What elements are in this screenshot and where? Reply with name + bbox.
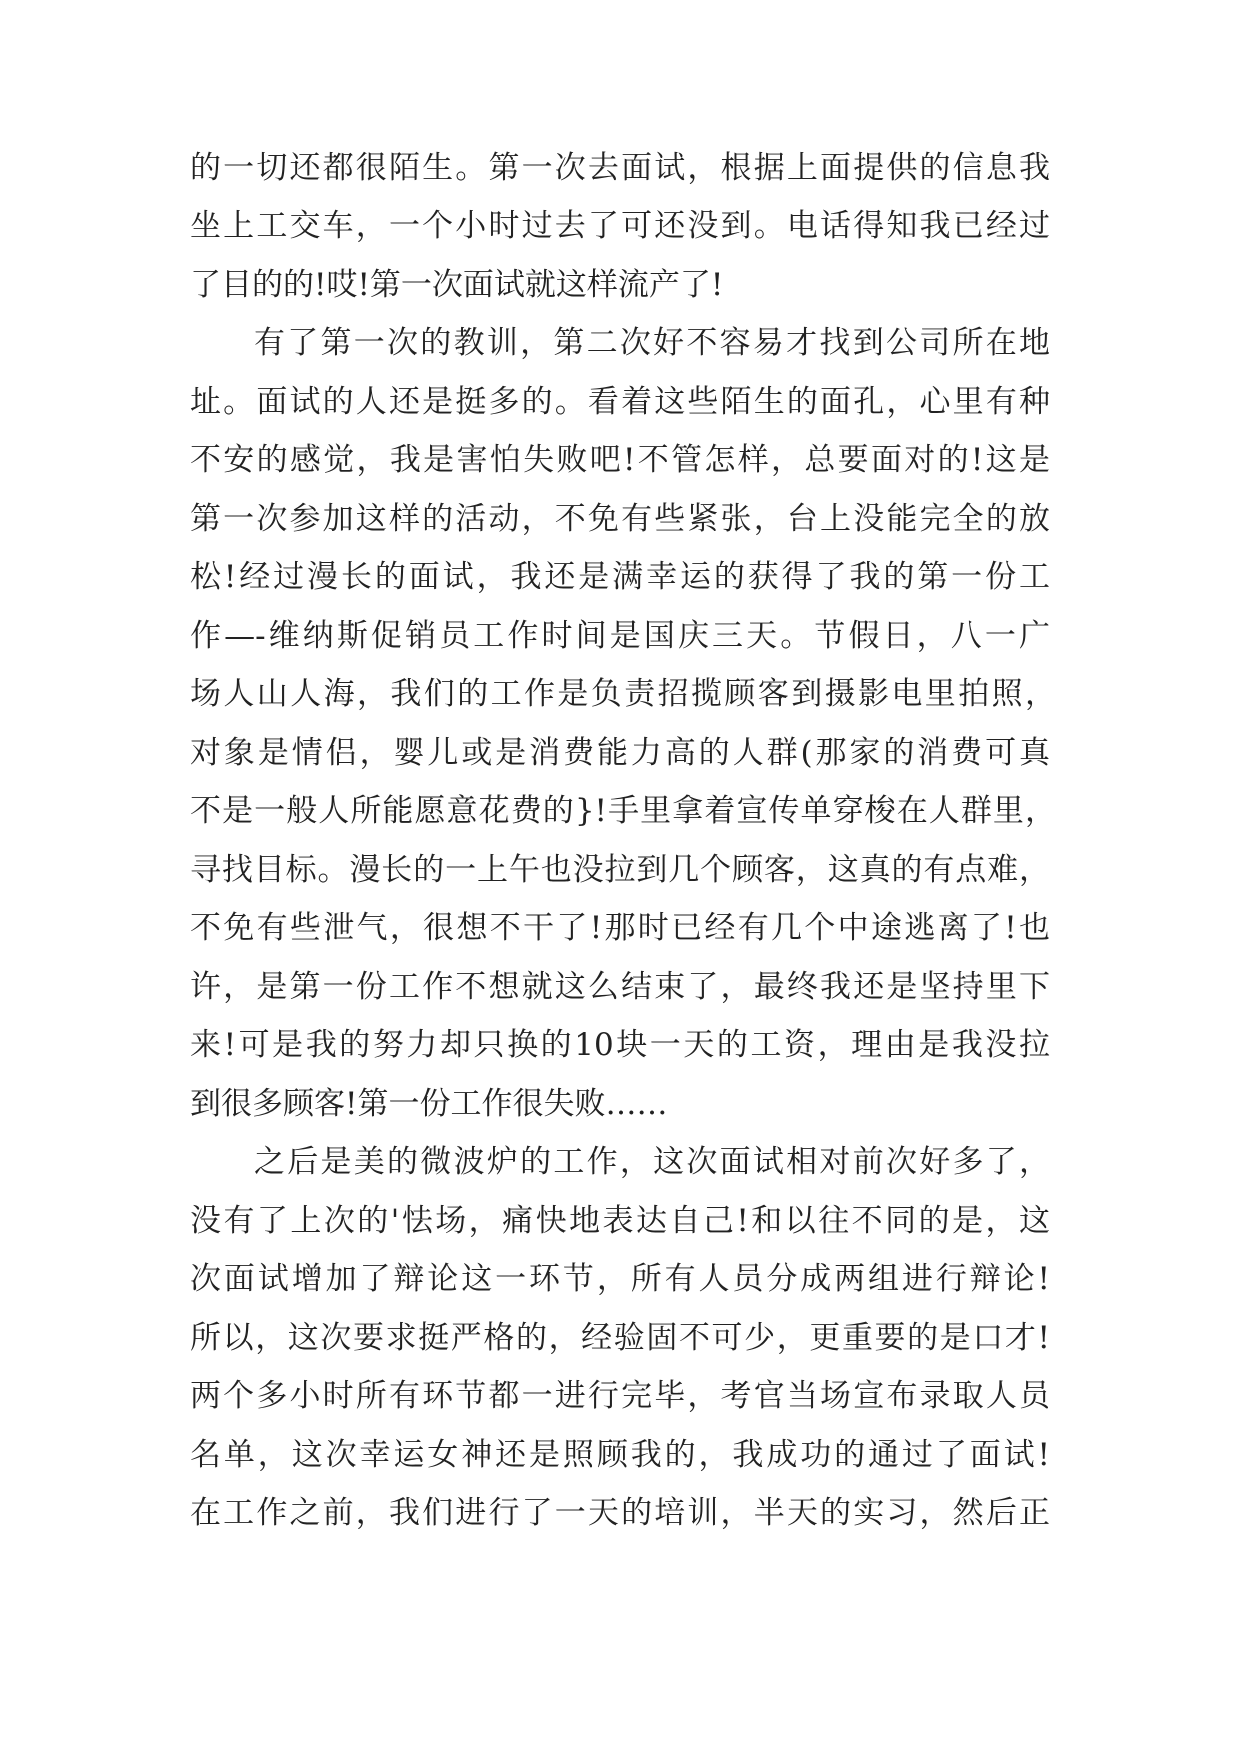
text-line: 所以，这次要求挺严格的，经验固不可少，更重要的是口才! [190,1320,1050,1356]
text-line: 松!经过漫长的面试，我还是满幸运的获得了我的第一份工 [190,559,1050,595]
text-line: 对象是情侣，婴儿或是消费能力高的人群(那家的消费可真 [190,735,1050,771]
text-line: 址。面试的人还是挺多的。看着这些陌生的面孔，心里有种 [190,384,1050,420]
text-line: 在工作之前，我们进行了一天的培训，半天的实习，然后正 [190,1495,1050,1531]
text-line: 次面试增加了辩论这一环节，所有人员分成两组进行辩论! [190,1261,1050,1297]
text-line: 到很多顾客!第一份工作很失败…… [190,1086,668,1122]
text-line: 名单，这次幸运女神还是照顾我的，我成功的通过了面试! [190,1437,1050,1473]
text-line: 坐上工交车，一个小时过去了可还没到。电话得知我已经过 [190,208,1050,244]
text-line: 许，是第一份工作不想就这么结束了，最终我还是坚持里下 [190,969,1050,1005]
text-line: 寻找目标。漫长的一上午也没拉到几个顾客，这真的有点难， [190,852,1050,888]
text-line: 第一次参加这样的活动，不免有些紧张，台上没能完全的放 [190,501,1050,537]
text-line: 场人山人海，我们的工作是负责招揽顾客到摄影电里拍照， [190,676,1056,712]
text-line: 的一切还都很陌生。第一次去面试，根据上面提供的信息我 [190,150,1050,186]
text-line: 不是一般人所能愿意花费的}!手里拿着宣传单穿梭在人群里， [190,793,1056,829]
text-line: 有了第一次的教训，第二次好不容易才找到公司所在地 [254,325,1050,361]
text-line: 不安的感觉，我是害怕失败吧!不管怎样，总要面对的!这是 [190,442,1050,478]
text-line: 之后是美的微波炉的工作，这次面试相对前次好多了， [254,1144,1050,1180]
text-line: 不免有些泄气，很想不干了!那时已经有几个中途逃离了!也 [190,910,1050,946]
text-line: 两个多小时所有环节都一进行完毕，考官当场宣布录取人员 [190,1378,1050,1414]
text-line: 没有了上次的'怯场，痛快地表达自己!和以往不同的是，这 [190,1203,1050,1239]
text-line: 来!可是我的努力却只换的10块一天的工资，理由是我没拉 [190,1027,1050,1063]
text-line: 作—-维纳斯促销员工作时间是国庆三天。节假日，八一广 [190,618,1050,654]
text-line: 了目的的!哎!第一次面试就这样流产了! [190,267,724,303]
